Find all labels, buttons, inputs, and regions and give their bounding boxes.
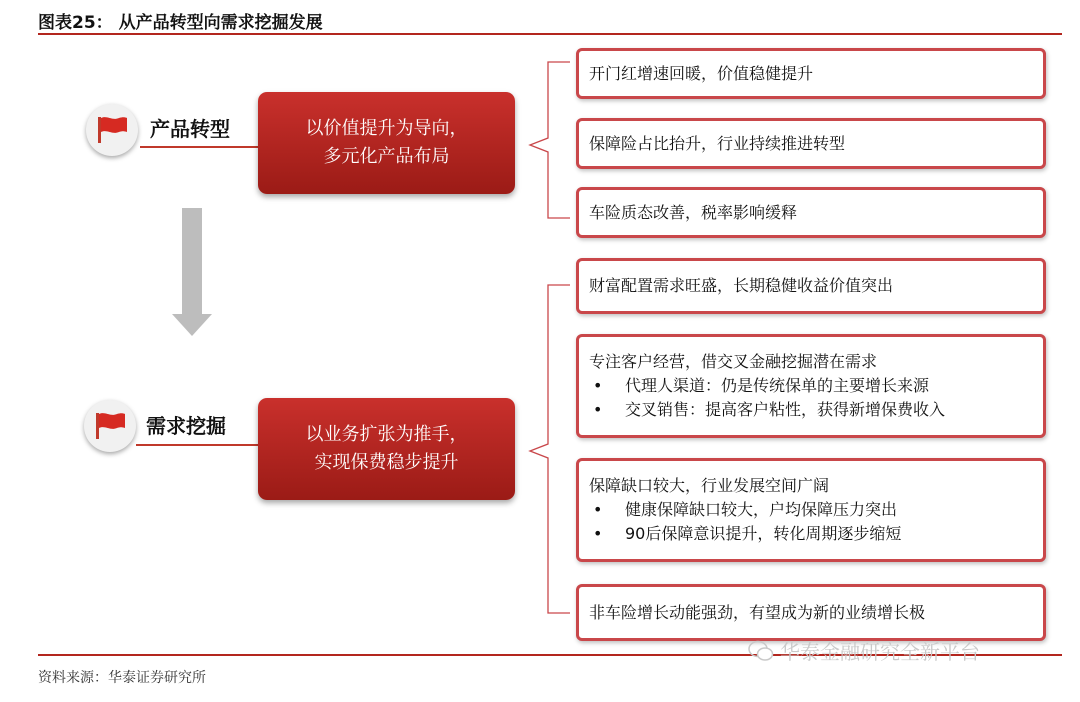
point-card	[576, 187, 1046, 238]
red-flag-icon	[95, 115, 129, 145]
bullet-text: 代理人渠道：仍是传统保单的主要增长来源	[625, 376, 930, 395]
stage-2-flag-badge	[84, 400, 136, 452]
bullet-text: 90后保障意识提升，转化周期逐步缩短	[625, 524, 902, 543]
bullet-dot: •	[593, 500, 603, 519]
bullet-item	[589, 498, 1033, 522]
bracket-stage-1	[530, 62, 570, 218]
stage-2-label: 需求挖掘	[146, 414, 226, 438]
down-arrow-icon	[172, 208, 212, 336]
point-text: 专注客户经营，借交叉金融挖掘潜在需求	[589, 352, 878, 371]
watermark-text: 华泰金融研究全新平台	[780, 640, 980, 664]
bullet-dot: •	[593, 376, 603, 395]
bullet-item	[589, 374, 1033, 398]
point-text: 非车险增长动能强劲，有望成为新的业绩增长极	[589, 602, 926, 622]
point-text: 财富配置需求旺盛，长期稳健收益价值突出	[589, 276, 894, 295]
stage-2-rule	[136, 444, 258, 446]
watermark	[748, 636, 980, 665]
stage-1-label: 产品转型	[150, 117, 230, 141]
bullet-item	[589, 522, 1033, 546]
theme-line: 多元化产品布局	[323, 146, 450, 167]
stage-1-flag-badge	[86, 104, 138, 156]
point-text: 保障险占比抬升，行业持续推进转型	[589, 133, 846, 153]
point-card	[576, 118, 1046, 169]
stage-2-theme-box	[258, 398, 515, 500]
source-note: 资料来源：华泰证券研究所	[38, 670, 206, 686]
point-card	[576, 48, 1046, 99]
bullet-text: 健康保障缺口较大，户均保障压力突出	[625, 500, 898, 519]
point-text: 保障缺口较大，行业发展空间广阔	[589, 476, 830, 495]
bullet-dot: •	[593, 400, 603, 419]
point-card	[576, 258, 1046, 314]
theme-line: 以价值提升为导向，	[305, 118, 468, 139]
bullet-text: 交叉销售：提高客户粘性，获得新增保费收入	[625, 400, 946, 419]
point-text: 开门红增速回暖，价值稳健提升	[589, 63, 814, 83]
point-card	[576, 334, 1046, 438]
figure-title: 图表25： 从产品转型向需求挖掘发展	[38, 13, 323, 33]
point-text: 车险质态改善，税率影响缓释	[589, 202, 798, 222]
point-card	[576, 458, 1046, 562]
bullet-item	[589, 398, 1033, 422]
bullet-dot: •	[593, 524, 603, 543]
point-card	[576, 584, 1046, 641]
theme-line: 以业务扩张为推手，	[305, 424, 468, 445]
stage-1-rule	[140, 146, 258, 148]
wechat-icon	[748, 640, 774, 662]
bracket-stage-2	[530, 285, 570, 613]
stage-1-theme-box	[258, 92, 515, 194]
theme-line: 实现保费稳步提升	[314, 452, 459, 473]
red-flag-icon	[93, 411, 127, 441]
